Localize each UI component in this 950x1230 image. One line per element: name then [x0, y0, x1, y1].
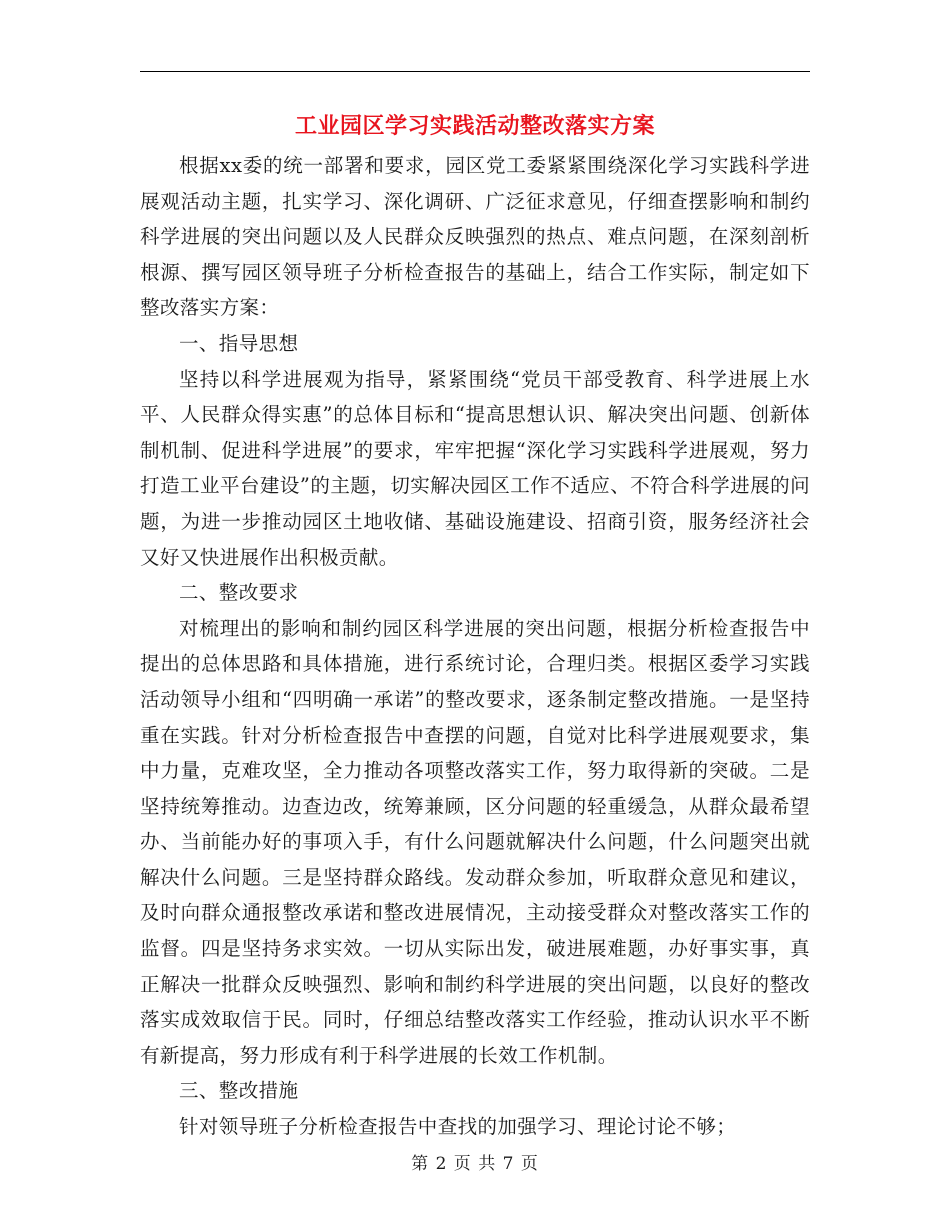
section-heading-requirements: 二、整改要求 [179, 581, 299, 605]
footer-total-unit: 页 [520, 1154, 539, 1174]
section-heading-measures: 三、整改措施 [179, 1079, 299, 1103]
document-title: 工业园区学习实践活动整改落实方案 [294, 113, 655, 139]
footer-current-page: 2 [435, 1154, 448, 1174]
measures-paragraph: 针对领导班子分析检查报告中查找的加强学习、理论讨论不够； [179, 1115, 737, 1139]
footer-prefix: 第 [411, 1154, 430, 1174]
page-footer [140, 1150, 810, 1178]
footer-total-pages: 7 [502, 1154, 515, 1174]
document-body [140, 148, 810, 1145]
footer-page-unit: 页 [453, 1154, 472, 1174]
guiding-thought-paragraph: 坚持以科学进展观为指导，紧紧围绕“党员干部受教育、科学进展上水平、人民群众得实惠”的总体目标和“提高思想认识、解决突出问题、创新体制机制、促进科学进展”的要求，牢牢把握“深化学习实践科学进展观，努力打造工业平台建设”的主题，切实解决园区工作不适应、不符合科学进展的问题，为进一步推动园区土地收储、基础设施建设、招商引资，服务经济社会又好又快进展作出积极贡献。 [140, 367, 810, 569]
section-heading-guiding-thought: 一、指导思想 [179, 331, 299, 355]
footer-total-prefix: 共 [478, 1154, 497, 1174]
requirements-paragraph: 对梳理出的影响和制约园区科学进展的突出问题，根据分析检查报告中提出的总体思路和具体措施，进行系统讨论，合理归类。根据区委学习实践活动领导小组和“四明确一承诺”的整改要求，逐条制定整改措施。一是坚持重在实践。针对分析检查报告中查摆的问题，自觉对比科学进展观要求，集中力量，克难攻坚，全力推动各项整改落实工作，努力取得新的突破。二是坚持统筹推动。边查边改，统筹兼顾，区分问题的轻重缓急，从群众最希望办、当前能办好的事项入手，有什么问题就解决什么问题，什么问题突出就解决什么问题。三是坚持群众路线。发动群众参加，听取群众意见和建议，及时向群众通报整改承诺和整改进展情况，主动接受群众对整改落实工作的监督。四是坚持务求实效。一切从实际出发，破进展难题，办好事实事，真正解决一批群众反映强烈、影响和制约科学进展的突出问题，以良好的整改落实成效取信于民。同时，仔细总结整改落实工作经验，推动认识水平不断有新提高，努力形成有利于科学进展的长效工作机制。 [140, 616, 810, 1067]
header-rule [140, 71, 810, 72]
intro-paragraph: 根据xx委的统一部署和要求，园区党工委紧紧围绕深化学习实践科学进展观活动主题，扎实学习、深化调研、广泛征求意见，仔细查摆影响和制约科学进展的突出问题以及人民群众反映强烈的热点、难点问题，在深刻剖析根源、撰写园区领导班子分析检查报告的基础上，结合工作实际，制定如下整改落实方案： [140, 154, 810, 320]
